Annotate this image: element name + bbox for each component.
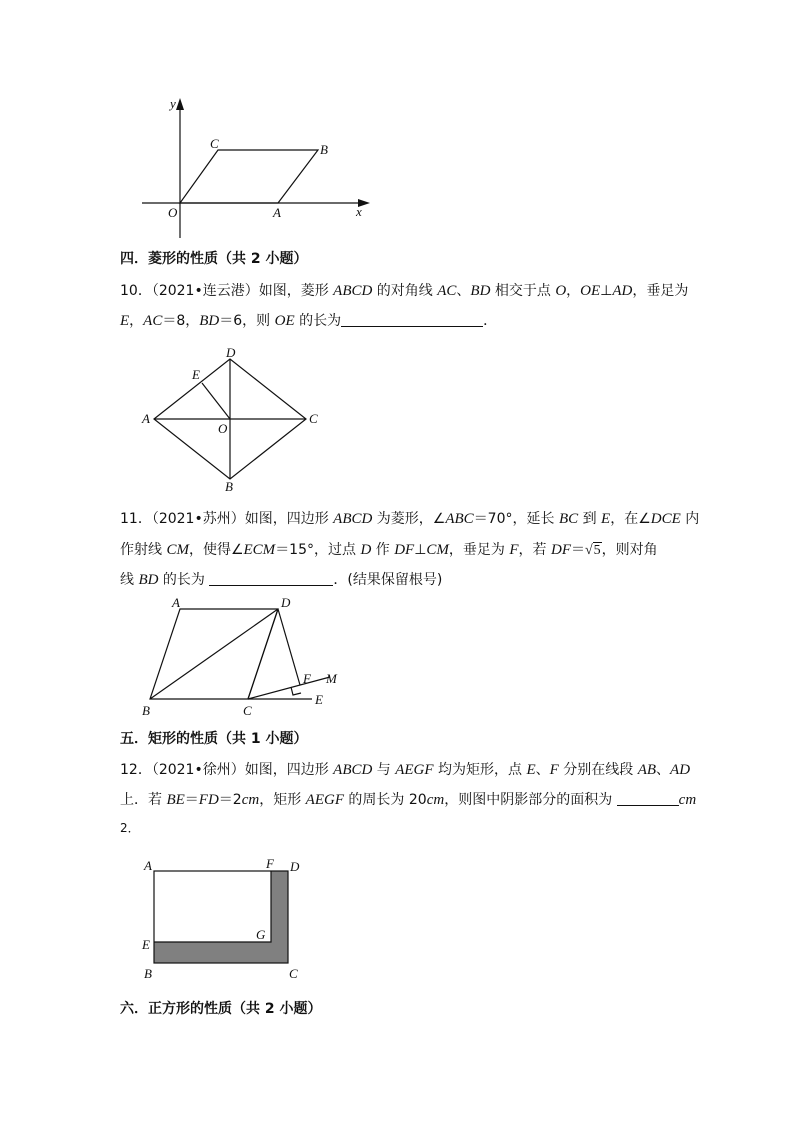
label-C: C (243, 703, 252, 718)
label-C: C (289, 966, 298, 981)
y-arrow-icon (176, 98, 184, 110)
label-E: E (142, 937, 150, 952)
answer-blank-q11[interactable] (209, 571, 333, 586)
label-B: B (320, 142, 328, 157)
label-A: A (273, 205, 281, 220)
diagonal-BD (150, 609, 278, 699)
rectangle-AEGF (154, 871, 271, 942)
label-A: A (172, 595, 180, 610)
section-heading-4: 四．菱形的性质（共 2 小题） (120, 251, 308, 267)
label-y: y (170, 96, 176, 111)
q11-line1: 11．（2021•苏州）如图，四边形 ABCD 为菱形，∠ABC＝70°，延长 BC 到 E，在∠DCE 内 (120, 511, 700, 527)
label-G: G (256, 927, 266, 942)
right-angle-mark (291, 687, 301, 695)
q11-line2: 作射线 CM，使得∠ECM＝15°，过点 D 作 DF⊥CM，垂足为 F，若 DF＝√5，则对角 (120, 542, 658, 558)
label-x: x (356, 204, 362, 219)
sqrt-5: √5 (584, 543, 601, 558)
q10-line2: E，AC＝8，BD＝6，则 OE 的长为 ． (120, 313, 498, 329)
q12-line1: 12．（2021•徐州）如图，四边形 ABCD 与 AEGF 均为矩形，点 E、F 分别在线段 AB、AD (120, 762, 691, 778)
figure-q11-rhombus (134, 595, 364, 720)
label-M: M (326, 671, 337, 686)
section-heading-6: 六．正方形的性质（共 2 小题） (120, 1001, 322, 1017)
label-D: D (290, 859, 300, 874)
label-E: E (315, 692, 323, 707)
figure-q12-rectangles (138, 855, 328, 985)
segment-DF (278, 609, 300, 685)
label-F: F (266, 856, 274, 871)
answer-blank-q12[interactable] (617, 791, 679, 806)
label-F: F (303, 671, 311, 686)
label-A: A (144, 858, 152, 873)
q12-line2: 上．若 BE＝FD＝2cm，矩形 AEGF 的周长为 20cm，则图中阴影部分的面积为 cm (120, 792, 697, 808)
parallelogram-OABC (180, 150, 318, 203)
label-O: O (218, 421, 228, 436)
q10-line1: 10．（2021•连云港）如图，菱形 ABCD 的对角线 AC、BD 相交于点 O，OE⊥AD，垂足为 (120, 283, 689, 299)
label-B: B (144, 966, 152, 981)
segment-DC (248, 609, 278, 699)
figure-q10-rhombus (138, 345, 328, 495)
label-D: D (226, 345, 236, 360)
label-C: C (210, 136, 219, 151)
q12-line3: 2． (120, 821, 140, 835)
label-D: D (281, 595, 291, 610)
label-A: A (142, 411, 150, 426)
label-E: E (192, 367, 200, 382)
section-heading-5: 五．矩形的性质（共 1 小题） (120, 731, 308, 747)
answer-blank-q10[interactable] (341, 312, 483, 327)
label-O: O (168, 205, 178, 220)
shaded-region (154, 871, 288, 963)
label-B: B (225, 479, 233, 494)
q11-line3: 线 BD 的长为 ．(结果保留根号) (120, 572, 443, 588)
label-C: C (309, 411, 318, 426)
label-B: B (142, 703, 150, 718)
segment-OE (202, 383, 230, 419)
figure-q9-parallelogram (130, 90, 380, 240)
